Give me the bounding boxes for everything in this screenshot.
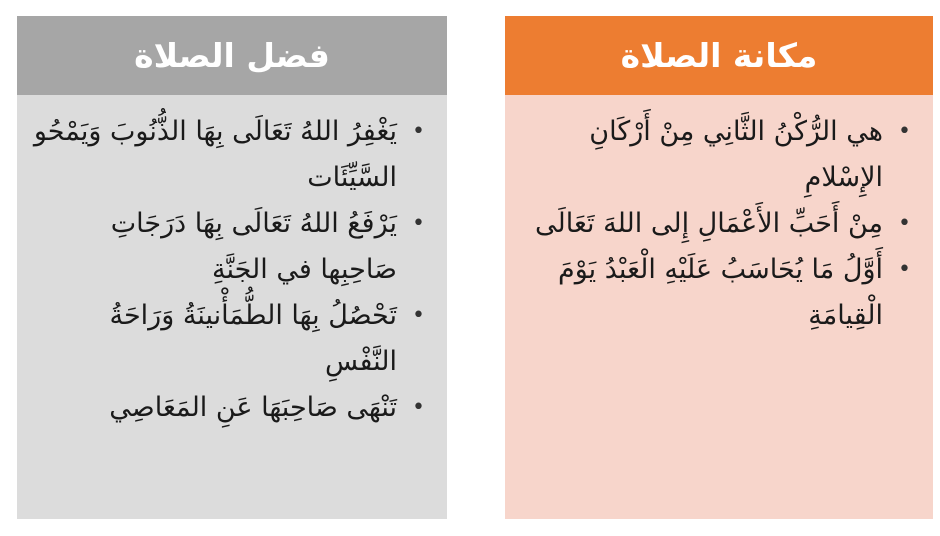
- list-item: [521, 247, 913, 339]
- bullet-icon: •: [898, 257, 911, 282]
- list-item: [33, 385, 427, 431]
- list-item-text: يَغْفِرُ اللهُ تَعَالَى بِهَا الذُّنُوبَ وَيَمْحُو السَّيِّئَات: [33, 116, 397, 193]
- list-item-text: يَرْفَعُ اللهُ تَعَالَى بِهَا دَرَجَاتِ صَاحِبِها في الجَنَّةِ: [110, 208, 397, 285]
- bullet-icon: •: [412, 119, 425, 144]
- bullet-icon: •: [898, 211, 911, 236]
- bullet-icon: •: [412, 303, 425, 328]
- list-item: [33, 201, 427, 293]
- status-list: [505, 95, 933, 339]
- list-item-text: مِنْ أَحَبِّ الأَعْمَالِ إِلى اللهَ تَعَالَى: [535, 208, 883, 239]
- list-item-text: هي الرُّكْنُ الثَّانِي مِنْ أَرْكَانِ الإِسْلامِ: [589, 116, 883, 193]
- list-item: [521, 109, 913, 201]
- list-item-text: تَحْصُلُ بِهَا الطُّمَأْنينَةُ وَرَاحَةُ النَّفْسِ: [109, 300, 397, 377]
- virtues-card-title: فضل الصلاة: [17, 16, 447, 95]
- list-item-text: أَوَّلُ مَا يُحَاسَبُ عَلَيْهِ الْعَبْدُ يَوْمَ الْقِيامَةِ: [558, 254, 883, 331]
- status-of-prayer-card: [505, 16, 933, 519]
- virtues-list: [17, 95, 447, 431]
- bullet-icon: •: [412, 211, 425, 236]
- list-item: [521, 201, 913, 247]
- list-item-text: تَنْهَى صَاحِبَهَا عَنِ المَعَاصِي: [109, 392, 397, 423]
- list-item: [33, 109, 427, 201]
- bullet-icon: •: [898, 119, 911, 144]
- virtues-of-prayer-card: [17, 16, 447, 519]
- status-card-title: مكانة الصلاة: [505, 16, 933, 95]
- bullet-icon: •: [412, 395, 425, 420]
- list-item: [33, 293, 427, 385]
